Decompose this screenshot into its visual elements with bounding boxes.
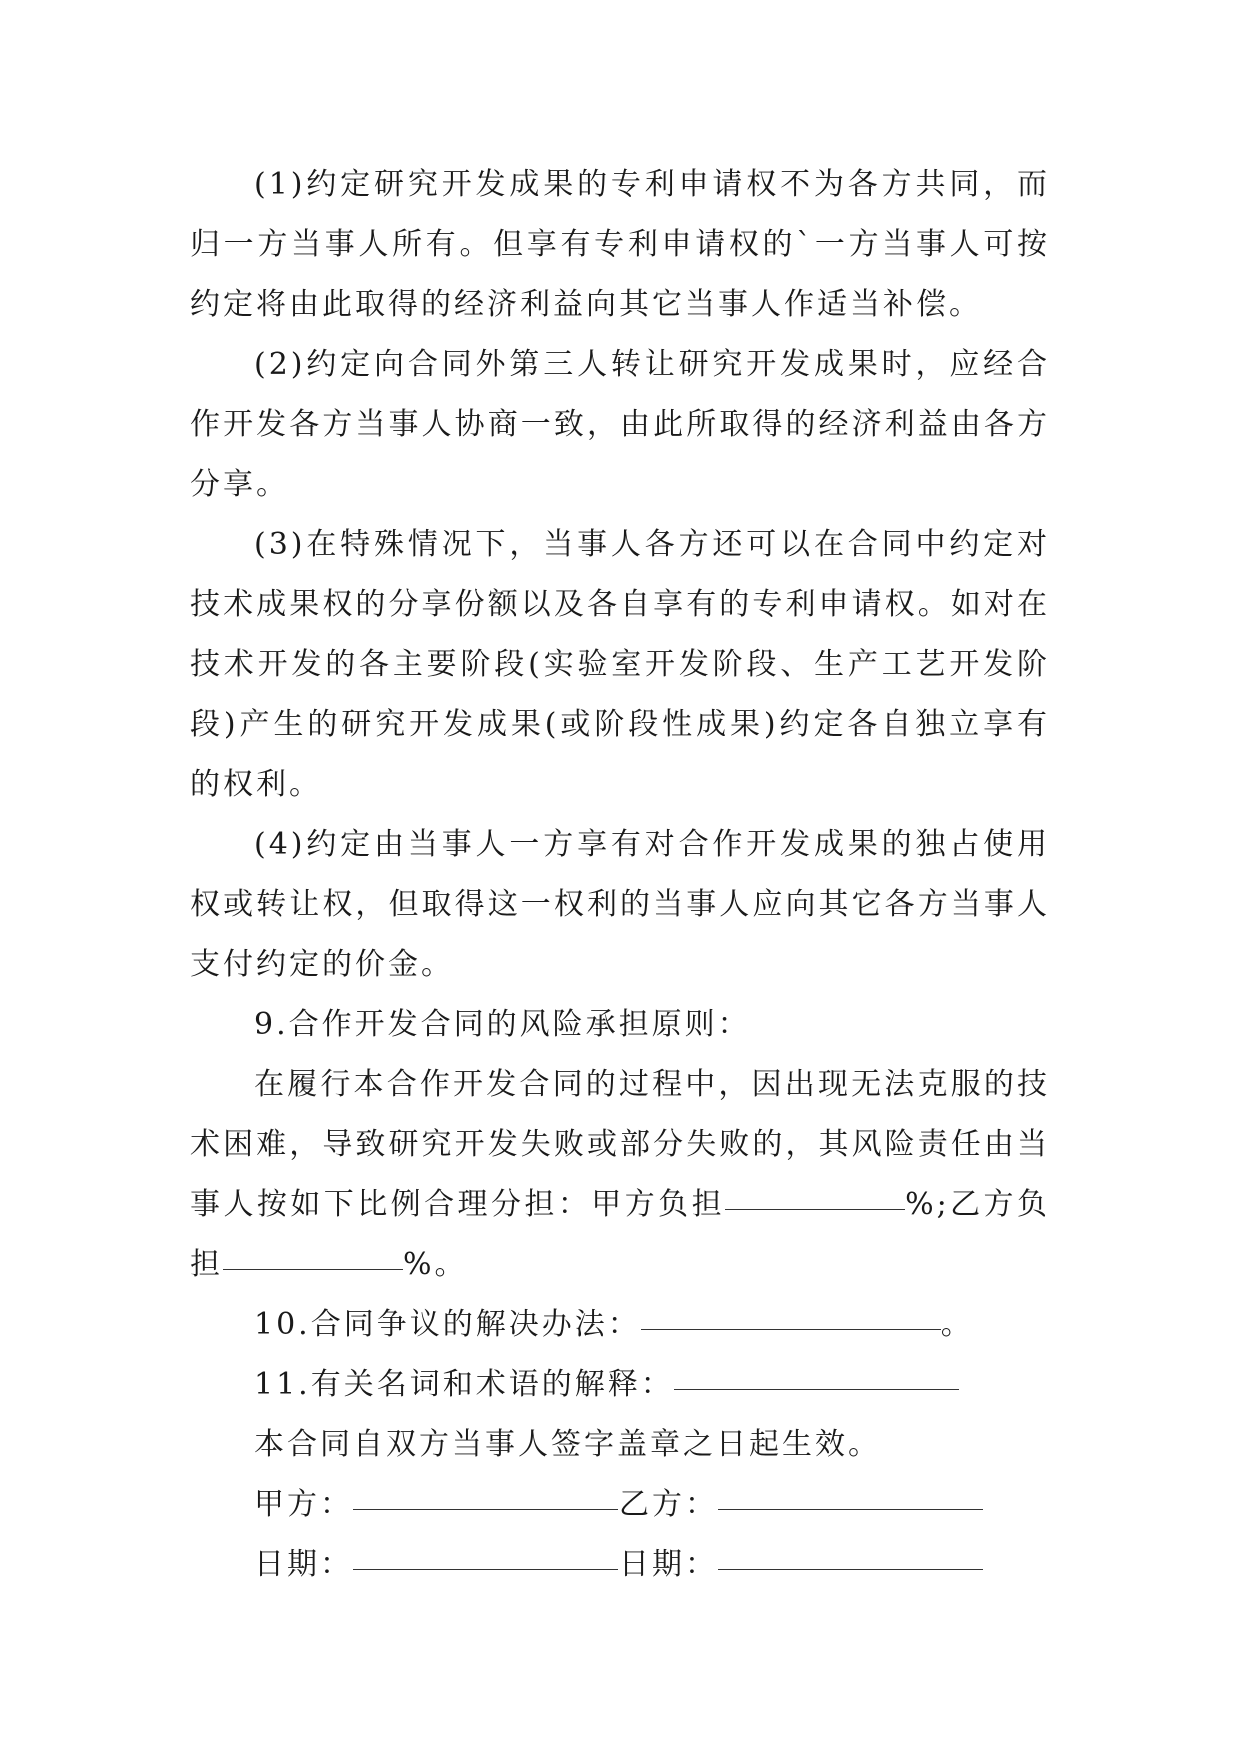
party-a-signature-blank[interactable] bbox=[353, 1479, 618, 1510]
clause-8-item-3: (3)在特殊情况下，当事人各方还可以在合同中约定对技术成果权的分享份额以及各自享有的专利申请权。如对在技术开发的各主要阶段(实验室开发阶段、生产工艺开发阶段)产生的研究开发成果(或阶段性成果)约定各自独立享有的权利。 bbox=[190, 527, 1050, 802]
clause-10 bbox=[190, 1295, 1050, 1355]
clause-9-body bbox=[190, 1055, 1050, 1295]
dispute-resolution-blank[interactable] bbox=[641, 1299, 941, 1330]
document-page bbox=[190, 155, 1050, 1595]
clause-10-end: 。 bbox=[940, 1307, 974, 1342]
party-b-signature-blank[interactable] bbox=[718, 1479, 983, 1510]
terms-definition-blank[interactable] bbox=[674, 1359, 959, 1390]
party-a-ratio-blank[interactable] bbox=[725, 1179, 905, 1210]
clause-8-item-1: (1)约定研究开发成果的专利申请权不为各方共同，而归一方当事人所有。但享有专利申请权的`一方当事人可按约定将由此取得的经济利益向其它当事人作适当补偿。 bbox=[190, 167, 1050, 322]
signature-row bbox=[190, 1475, 1050, 1535]
date-b-blank[interactable] bbox=[718, 1539, 983, 1570]
clause-8-item-2: (2)约定向合同外第三人转让研究开发成果时，应经合作开发各方当事人协商一致，由此所取得的经济利益由各方分享。 bbox=[190, 347, 1050, 502]
clause-9-text-a: 在履行本合作开发合同的过程中，因出现无法克服的技术困难，导致研究开发失败或部分失败的，其风险责任由当事人按如下比例合理分担：甲方负担 bbox=[190, 1067, 1050, 1222]
clause-11-text: 11.有关名词和术语的解释： bbox=[254, 1367, 674, 1402]
clause-9-text-b: %;乙方负担 bbox=[190, 1187, 1050, 1282]
clause-10-text: 10.合同争议的解决办法： bbox=[254, 1307, 641, 1342]
clause-11 bbox=[190, 1355, 1050, 1415]
clause-9-text-c: %。 bbox=[403, 1247, 468, 1282]
party-b-ratio-blank[interactable] bbox=[223, 1239, 403, 1270]
party-b-label: 乙方： bbox=[619, 1487, 718, 1522]
date-a-label: 日期： bbox=[254, 1547, 353, 1582]
clause-8-item-4: (4)约定由当事人一方享有对合作开发成果的独占使用权或转让权，但取得这一权利的当事人应向其它各方当事人支付约定的价金。 bbox=[190, 827, 1050, 982]
date-a-cell bbox=[254, 1535, 619, 1595]
date-row bbox=[190, 1535, 1050, 1595]
date-a-blank[interactable] bbox=[353, 1539, 618, 1570]
party-a-cell bbox=[254, 1475, 619, 1535]
effective-clause: 本合同自双方当事人签字盖章之日起生效。 bbox=[254, 1427, 881, 1462]
date-b-label: 日期： bbox=[619, 1547, 718, 1582]
clause-9-heading: 9.合作开发合同的风险承担原则： bbox=[254, 1007, 751, 1042]
party-a-label: 甲方： bbox=[254, 1487, 353, 1522]
